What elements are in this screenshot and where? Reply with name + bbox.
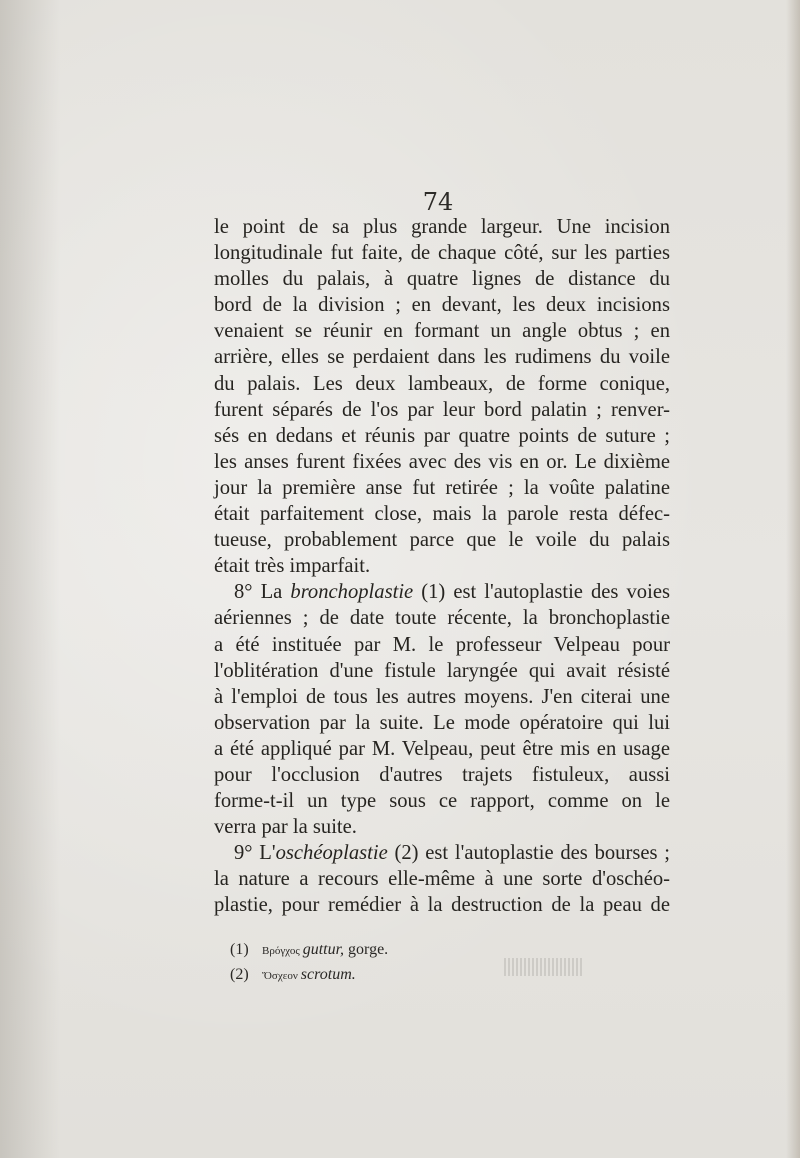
footnote-greek: Ὄσχεον: [262, 970, 298, 982]
paragraph-start-line: [214, 840, 670, 866]
text-span: (2) est l'autoplastie des bourses ;: [387, 842, 670, 865]
text-line: le point de sa plus grande largeur. Une incision: [214, 216, 670, 238]
paragraph-start-line: [214, 579, 670, 605]
text-line: plastie, pour remédier à la destruction de la peau de: [214, 894, 670, 917]
text-line: a été instituée par M. le professeur Velpeau pour: [214, 633, 670, 656]
body-text: [214, 214, 670, 919]
text-line: était parfaitement close, mais la parole resta défec-: [214, 503, 670, 526]
text-line: jour la première anse fut retirée ; la voûte palatine: [214, 476, 670, 499]
footnote-number: (2): [230, 966, 249, 983]
text-line: du palais. Les deux lambeaux, de forme conique,: [214, 372, 670, 395]
text-span: 9° L': [234, 842, 276, 865]
footnote-latin: guttur,: [302, 941, 345, 958]
page-number: 74: [422, 188, 454, 216]
text-line: à l'emploi de tous les autres moyens. J'en citerai une: [214, 685, 670, 708]
text-line: furent séparés de l'os par leur bord palatin ; renver-: [214, 398, 670, 421]
text-line: longitudinale fut faite, de chaque côté, sur les parties: [214, 242, 670, 265]
text-line: verra par la suite.: [214, 816, 357, 839]
footnote-french: gorge.: [344, 941, 389, 958]
text-line: était très imparfait.: [214, 555, 371, 578]
footnote-greek: Βρόγχος: [262, 945, 300, 957]
text-line: l'oblitération d'une fistule laryngée qui avait résisté: [214, 659, 670, 682]
footnote-number: (1): [230, 941, 249, 958]
text-span: (1) est l'autoplastie des voies: [413, 581, 670, 604]
text-line: arrière, elles se perdaient dans les rudimens du voile: [214, 346, 670, 369]
ink-smudge: [504, 958, 584, 976]
text-line: la nature a recours elle-même à une sorte d'oschéo-: [214, 868, 670, 891]
text-line: les anses furent fixées avec des vis en or. Le dixième: [214, 450, 670, 473]
footnote-latin: scrotum.: [300, 966, 356, 983]
text-line: observation par la suite. Le mode opératoire qui lui: [214, 711, 670, 734]
text-line: aériennes ; de date toute récente, la bronchoplastie: [214, 607, 670, 630]
term-bronchoplastie: bronchoplastie: [290, 581, 414, 604]
text-line: forme-t-il un type sous ce rapport, comme on le: [214, 790, 670, 813]
text-line: sés en dedans et réunis par quatre points de suture ;: [214, 424, 670, 447]
text-line: a été appliqué par M. Velpeau, peut être mis en usage: [214, 737, 670, 760]
text-span: 8° La: [234, 581, 291, 604]
text-line: tueuse, probablement parce que le voile du palais: [214, 529, 670, 552]
text-line: bord de la division ; en devant, les deux incisions: [214, 294, 670, 317]
term-oscheoplastie: oschéoplastie: [275, 842, 388, 865]
text-line: venaient se réunir en formant un angle obtus ; en: [214, 320, 670, 343]
text-line: pour l'occlusion d'autres trajets fistuleux, aussi: [214, 763, 670, 786]
text-line: molles du palais, à quatre lignes de distance du: [214, 268, 670, 291]
